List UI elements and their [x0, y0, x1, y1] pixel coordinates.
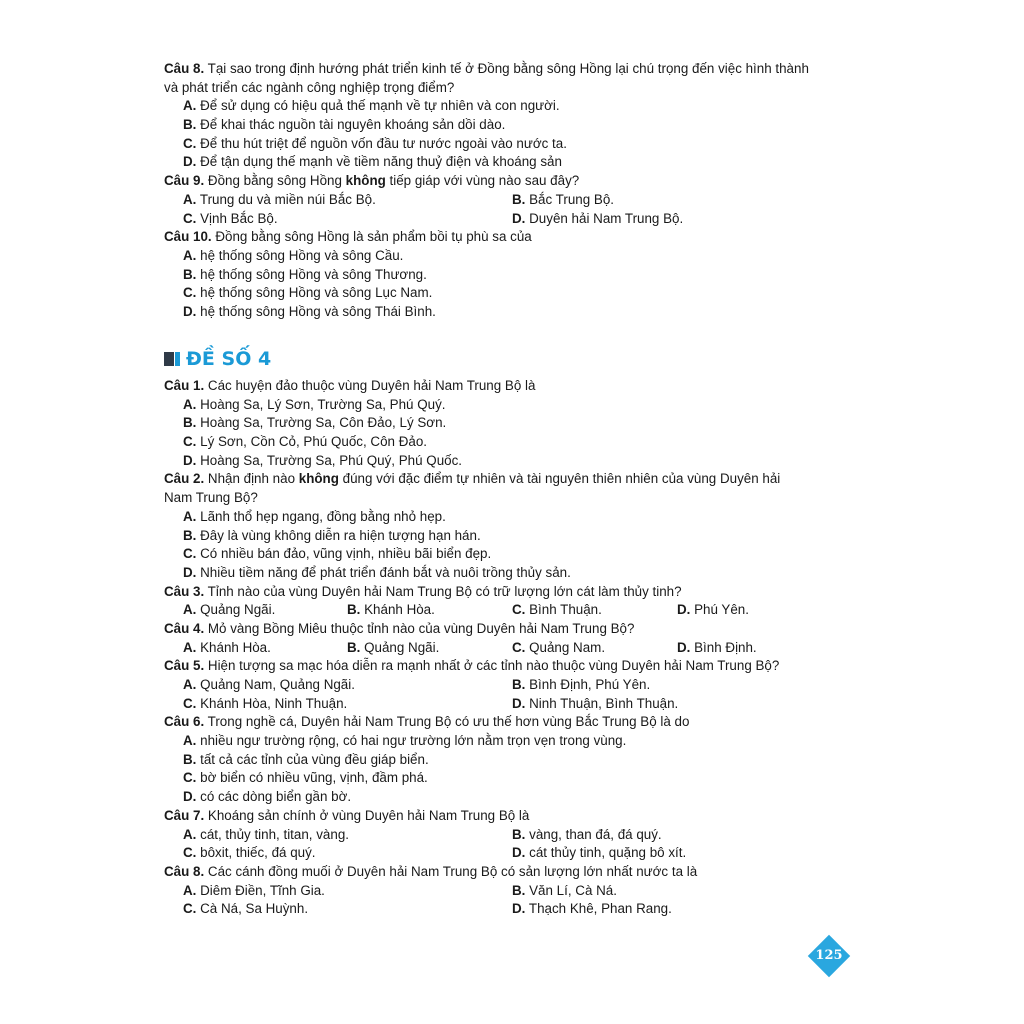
option-text: Bình Định. — [690, 639, 757, 655]
question-text: Các huyện đảo thuộc vùng Duyên hải Nam Trung Bộ là — [204, 378, 536, 393]
question-line — [164, 620, 864, 639]
answer-option — [512, 882, 617, 901]
option-letter: C. — [183, 770, 197, 786]
option-text: Bắc Trung Bộ. — [525, 191, 614, 207]
option-letter: D. — [512, 901, 526, 917]
option-text: cát thủy tinh, quặng bô xít. — [525, 845, 687, 861]
option-letter: C. — [183, 901, 197, 917]
answer-option — [164, 452, 864, 471]
question-text: Đồng bằng sông Hồng là sản phẩm bồi tụ phù sa của — [211, 229, 532, 245]
question-line — [164, 377, 864, 396]
option-letter: D. — [183, 789, 197, 805]
answer-option — [512, 210, 683, 229]
answer-row — [164, 210, 864, 229]
answer-option — [164, 769, 864, 788]
question-text: Đồng bằng sông Hồng — [204, 173, 346, 189]
option-letter: B. — [512, 882, 526, 898]
option-text: Để khai thác nguồn tài nguyên khoáng sản dồi dào. — [196, 117, 506, 133]
option-letter: C. — [183, 434, 197, 450]
question-line — [164, 172, 864, 191]
option-text: Vịnh Bắc Bộ. — [196, 210, 278, 226]
option-text: Diêm Điền, Tĩnh Gia. — [196, 882, 325, 898]
option-letter: C. — [183, 285, 197, 301]
question-line — [164, 863, 864, 882]
option-text: Hoàng Sa, Trường Sa, Phú Quý, Phú Quốc. — [196, 452, 463, 468]
answer-option — [512, 826, 662, 845]
heading-marker-icon — [175, 352, 180, 366]
answer-option — [164, 153, 864, 172]
answer-option — [164, 545, 864, 564]
option-text: Quảng Ngãi. — [360, 639, 440, 655]
option-text: hệ thống sông Hồng và sông Thương. — [196, 266, 427, 282]
answer-option — [512, 676, 650, 695]
option-text: Văn Lí, Cà Ná. — [525, 882, 617, 898]
answer-option — [512, 695, 678, 714]
answer-option — [183, 677, 355, 692]
answer-option — [512, 844, 686, 863]
option-letter: C. — [183, 845, 197, 861]
option-letter: B. — [347, 602, 361, 618]
option-letter: C. — [183, 695, 197, 711]
option-letter: B. — [512, 677, 526, 692]
question-line — [164, 489, 864, 508]
answer-row — [164, 601, 864, 620]
option-text: nhiều ngư trường rộng, có hai ngư trường lớn nằm trọn vẹn trong vùng. — [196, 733, 627, 749]
option-letter: D. — [183, 452, 197, 468]
answer-option — [164, 247, 864, 266]
option-text: Bình Định, Phú Yên. — [525, 677, 651, 692]
answer-option — [183, 901, 308, 916]
answer-option — [512, 900, 672, 919]
option-text: Phú Yên. — [690, 602, 749, 618]
answer-option — [164, 97, 864, 116]
option-text: Để thu hút triệt để nguồn vốn đầu tư nước ngoài vào nước ta. — [196, 135, 567, 151]
question-label: Câu 5. — [164, 658, 205, 674]
option-letter: A. — [183, 191, 197, 207]
option-text: bôxit, thiếc, đá quý. — [196, 845, 316, 861]
question-label: Câu 3. — [164, 583, 205, 599]
option-letter: A. — [183, 882, 197, 898]
question-text: tiếp giáp với vùng nào sau đây? — [385, 173, 580, 189]
question-text: Trong nghề cá, Duyên hải Nam Trung Bộ có ưu thế hơn vùng Bắc Trung Bộ là do — [204, 714, 690, 730]
question-text: Nam Trung Bộ? — [164, 490, 258, 506]
question-text: Nhận định nào — [204, 471, 299, 487]
answer-row — [164, 844, 864, 863]
option-letter: B. — [512, 191, 526, 207]
question-label: Câu 1. — [164, 378, 205, 393]
answer-option — [164, 508, 864, 527]
option-text: Hoàng Sa, Trường Sa, Côn Đảo, Lý Sơn. — [196, 415, 447, 431]
option-letter: B. — [183, 415, 197, 431]
option-text: Quảng Nam. — [525, 639, 606, 655]
question-label: Câu 10. — [164, 229, 212, 245]
question-label: Câu 6. — [164, 714, 205, 730]
answer-row — [164, 900, 864, 919]
question-text: Mỏ vàng Bồng Miêu thuộc tỉnh nào của vùng Duyên hải Nam Trung Bộ? — [204, 620, 635, 636]
answer-option — [164, 527, 864, 546]
option-text: Lý Sơn, Cồn Cỏ, Phú Quốc, Côn Đảo. — [196, 434, 427, 450]
question-text: Khoáng sản chính ở vùng Duyên hải Nam Trung Bộ là — [204, 807, 530, 823]
question-text: đúng với đặc điểm tự nhiên và tài nguyên thiên nhiên của vùng Duyên hải — [338, 471, 781, 487]
option-letter: D. — [183, 564, 197, 580]
option-letter: D. — [183, 154, 197, 170]
answer-option — [512, 191, 614, 210]
question-line — [164, 807, 864, 826]
question-text: và phát triển các ngành công nghiệp trọng điểm? — [164, 79, 455, 95]
option-letter: A. — [183, 639, 197, 655]
option-text: hệ thống sông Hồng và sông Thái Bình. — [196, 303, 436, 319]
answer-row — [164, 639, 864, 658]
option-text: Bình Thuận. — [525, 602, 602, 618]
answer-option — [183, 602, 275, 617]
answer-row — [164, 676, 864, 695]
option-letter: A. — [183, 98, 197, 114]
answer-option — [347, 639, 439, 658]
question-label: Câu 4. — [164, 620, 205, 636]
question-text: Hiện tượng sa mạc hóa diễn ra mạnh nhất ở các tỉnh nào thuộc vùng Duyên hải Nam Trung Bộ? — [204, 658, 780, 674]
option-letter: C. — [183, 135, 197, 151]
question-emphasis: không — [298, 471, 339, 487]
option-letter: C. — [183, 546, 197, 562]
answer-option — [183, 640, 271, 655]
option-letter: D. — [183, 303, 197, 319]
question-label: Câu 2. — [164, 471, 205, 487]
option-letter: C. — [512, 602, 526, 618]
question-label: Câu 9. — [164, 173, 205, 189]
answer-option — [677, 601, 749, 620]
answer-option — [164, 564, 864, 583]
question-label: Câu 8. — [164, 863, 205, 879]
option-text: hệ thống sông Hồng và sông Cầu. — [196, 247, 404, 263]
option-text: Quảng Nam, Quảng Ngãi. — [196, 677, 355, 692]
question-text: Tại sao trong định hướng phát triển kinh tế ở Đồng bằng sông Hồng lại chú trọng đến việc hình thành — [204, 61, 809, 76]
option-text: Khánh Hòa. — [360, 602, 435, 618]
question-line — [164, 470, 864, 489]
answer-row — [164, 882, 864, 901]
answer-option — [512, 601, 602, 620]
answer-row — [164, 191, 864, 210]
answer-option — [164, 266, 864, 285]
answer-option — [183, 827, 349, 842]
option-letter: A. — [183, 508, 197, 524]
option-text: Có nhiều bán đảo, vũng vịnh, nhiều bãi biển đẹp. — [196, 546, 492, 562]
question-line — [164, 583, 864, 602]
answer-row — [164, 826, 864, 845]
page-top-block — [164, 60, 864, 322]
option-text: vàng, than đá, đá quý. — [525, 826, 662, 842]
option-text: hệ thống sông Hồng và sông Lục Nam. — [196, 285, 433, 301]
option-text: Khánh Hòa. — [196, 639, 271, 655]
question-line — [164, 228, 864, 247]
option-letter: A. — [183, 247, 197, 263]
answer-option — [164, 751, 864, 770]
question-text: Các cánh đồng muối ở Duyên hải Nam Trung Bộ có sản lượng lớn nhất nước ta là — [204, 863, 698, 879]
option-letter: A. — [183, 396, 197, 412]
option-letter: C. — [512, 639, 526, 655]
answer-option — [183, 845, 316, 860]
answer-option — [164, 732, 864, 751]
option-text: có các dòng biển gần bờ. — [196, 789, 352, 805]
question-line — [164, 713, 864, 732]
answer-option — [164, 433, 864, 452]
option-letter: D. — [512, 210, 526, 226]
question-label: Câu 8. — [164, 61, 205, 76]
answer-option — [164, 135, 864, 154]
option-letter: A. — [183, 677, 197, 692]
option-text: Cà Ná, Sa Huỳnh. — [196, 901, 309, 917]
option-text: Thạch Khê, Phan Rang. — [525, 901, 672, 917]
question-label: Câu 7. — [164, 807, 205, 823]
option-letter: B. — [183, 527, 197, 543]
question-line — [164, 657, 864, 676]
option-text: cát, thủy tinh, titan, vàng. — [196, 826, 349, 842]
option-text: Đây là vùng không diễn ra hiện tượng hạn hán. — [196, 527, 481, 543]
option-letter: B. — [183, 751, 197, 767]
option-text: bờ biển có nhiều vũng, vịnh, đầm phá. — [196, 770, 428, 786]
option-text: Khánh Hòa, Ninh Thuận. — [196, 695, 348, 711]
option-letter: D. — [512, 845, 526, 861]
option-letter: A. — [183, 826, 197, 842]
answer-option — [677, 639, 757, 658]
answer-option — [512, 639, 605, 658]
option-letter: C. — [183, 210, 197, 226]
question-text: Tỉnh nào của vùng Duyên hải Nam Trung Bộ có trữ lượng lớn cát làm thủy tinh? — [204, 583, 682, 599]
page-number-badge — [808, 935, 850, 977]
option-text: Để sử dụng có hiệu quả thế mạnh về tự nhiên và con người. — [196, 98, 560, 114]
answer-row — [164, 695, 864, 714]
option-text: Nhiều tiềm năng để phát triển đánh bắt và nuôi trồng thủy sản. — [196, 564, 571, 580]
answer-option — [164, 303, 864, 322]
option-letter: A. — [183, 733, 197, 749]
option-letter: D. — [677, 639, 691, 655]
question-emphasis: không — [345, 173, 386, 189]
option-text: tất cả các tỉnh của vùng đều giáp biển. — [196, 751, 429, 767]
option-text: Lãnh thổ hẹp ngang, đồng bằng nhỏ hẹp. — [196, 508, 446, 524]
section-title: ĐỀ SỐ 4 — [186, 348, 272, 370]
answer-option — [183, 192, 376, 207]
page-bottom-block — [164, 377, 864, 919]
option-letter: D. — [677, 602, 691, 618]
option-letter: B. — [183, 117, 197, 133]
option-text: Quảng Ngãi. — [196, 602, 276, 618]
answer-option — [164, 414, 864, 433]
answer-option — [164, 396, 864, 415]
page-number: 125 — [815, 948, 843, 963]
option-letter: D. — [512, 695, 526, 711]
option-letter: B. — [512, 826, 526, 842]
answer-option — [164, 116, 864, 135]
answer-option — [183, 696, 347, 711]
heading-marker-icon — [164, 352, 174, 366]
option-text: Hoàng Sa, Lý Sơn, Trường Sa, Phú Quý. — [196, 396, 446, 412]
answer-option — [347, 601, 435, 620]
option-letter: B. — [183, 266, 197, 282]
answer-option — [164, 788, 864, 807]
section-heading — [164, 346, 271, 372]
question-line — [164, 79, 864, 98]
answer-option — [164, 284, 864, 303]
option-letter: A. — [183, 602, 197, 618]
answer-option — [183, 211, 278, 226]
option-text: Duyên hải Nam Trung Bộ. — [525, 210, 684, 226]
option-letter: B. — [347, 639, 361, 655]
answer-option — [183, 883, 325, 898]
option-text: Ninh Thuận, Bình Thuận. — [525, 695, 679, 711]
question-line — [164, 60, 864, 79]
option-text: Để tận dụng thế mạnh về tiềm năng thuỷ điện và khoáng sản — [196, 154, 562, 170]
option-text: Trung du và miền núi Bắc Bộ. — [196, 191, 376, 207]
